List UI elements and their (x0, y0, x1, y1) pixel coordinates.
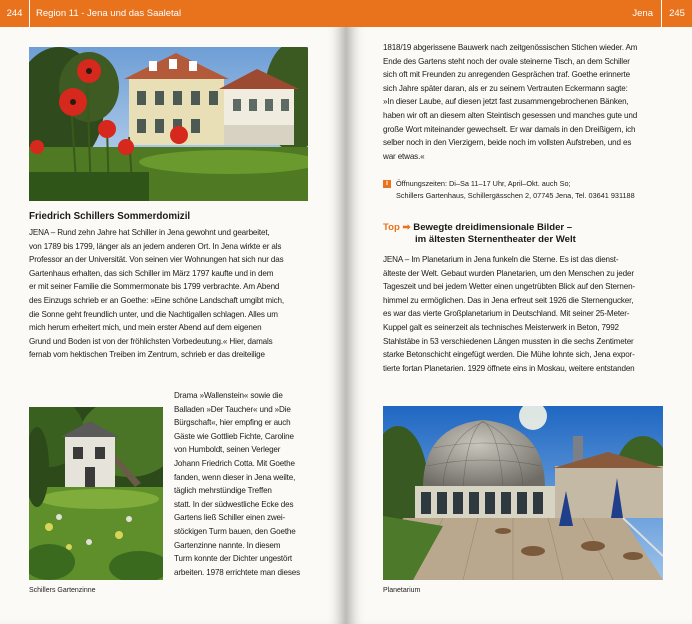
page-number-right: 245 (669, 8, 685, 19)
text-line: starke Betonschicht eingefügt werden. Die Mühe lohnte sich, Jena expor- (383, 350, 635, 360)
info-icon: i (383, 180, 391, 188)
text-line: haben wir oft an diesem alten Steintisch gesessen und manches gute und (383, 110, 638, 120)
gartenzinne-photo (29, 407, 163, 580)
text-line: Gartens ließ Schiller einen zwei- (174, 513, 286, 523)
text-line: arbeiten. 1978 errichtete man dieses (174, 567, 300, 577)
left-page-header (0, 0, 346, 27)
schiller-garden-house-photo (29, 47, 308, 201)
heading-line: im ältesten Sternentheater der Welt (415, 234, 576, 245)
text-line: Kuppel galt es seinerzeit als technisches Meisterwerk in Beton, 7992 (383, 322, 619, 332)
text-line: Gartenzinne nannte. In diesem (174, 540, 281, 550)
planetarium-image (383, 406, 663, 580)
text-line: tierte fortan Planetarien. 1929 öffnete eins in Moskau, weitere entstanden (383, 363, 635, 373)
text-line: es war das vierte Großplanetarium in Deutschland. Mit seiner 25-Meter- (383, 309, 630, 319)
text-line: Tageszeit und bei jedem Wetter einen ungetrübten Blick auf den Sternen- (383, 282, 635, 292)
text-line: war etwas.« (383, 151, 425, 161)
info-line: Öffnungszeiten: Di–Sa 11–17 Uhr, April–Okt. auch So; (396, 179, 571, 188)
arrow-right-icon: ➡ (402, 222, 411, 233)
right-page-header (346, 0, 692, 27)
gartenzinne-image (29, 407, 163, 580)
text-line: älteste der Welt. Gebaut wurden Planetarien, um den Menschen zu jeder (383, 268, 634, 278)
text-line: selber noch in den Vierzigern, beide noch im vollsten Aufstreben, und es (383, 138, 632, 148)
schiller-continued-paragraph (383, 41, 678, 163)
text-line: himmel zu ermöglichen. Das in Jena erfreut seit 1926 die Sternengucker, (383, 295, 634, 305)
text-line: er mit seiner Familie die Sommermonate bis 1799 verbrachte. Am Abend (29, 282, 280, 292)
schiller-narrow-column (174, 389, 324, 579)
text-line: Johann Friedrich Cotta. Mit Goethe (174, 458, 295, 468)
text-line: stöckigen Turm bauen, den Goethe (174, 526, 296, 536)
gartenzinne-caption: Schillers Gartenzinne (29, 587, 96, 594)
text-line: die Sonne geht freundlich unter, und die Nachtigallen schlagen. Alles um (29, 309, 278, 319)
planetarium-paragraph (383, 253, 678, 375)
text-line: fanden, wenn dieser in Jena weilte, (174, 472, 296, 482)
text-line: täglich mehrstündige Treffen (174, 486, 272, 496)
planetarium-caption: Planetarium (383, 587, 421, 594)
running-head-region: Region 11 - Jena und das Saaletal (36, 8, 182, 19)
text-line: von Humboldt, seinen Verleger (174, 445, 281, 455)
text-line: sich oft mit Freunden zu anregenden Gesprächen traf. Goethe erinnerte (383, 70, 631, 80)
page-number-left: 244 (0, 0, 30, 27)
text-line: fernab vom hektischen Treiben im Zentrum, schrieb er das dreiteilige (29, 350, 265, 360)
text-line: Stahlstäbe in 53 verschiedenen Längen mussten in die sechs Zentimeter (383, 336, 634, 346)
text-line: mich herum erheitert mich, und mein erster Abend auf dem eigenen (29, 323, 262, 333)
text-line: 1818/19 abgerissene Bauwerk nach zeitgenössischen Stichen wieder. Am (383, 43, 638, 52)
info-line: Schillers Gartenhaus, Schillergässchen 2, 07745 Jena, Tel. 03641 931188 (396, 191, 635, 200)
schiller-paragraph (29, 226, 321, 362)
text-line: Ende des Gartens steht noch der ovale steinerne Tisch, an dem Schiller (383, 56, 630, 66)
text-line: »In dieser Laube, auf diesen jetzt fast zusammengebrochenen Bänken, (383, 97, 629, 107)
text-line: Gäste wie Gottlieb Fichte, Caroline (174, 431, 294, 441)
heading-line: Bewegte dreidimensionale Bilder – (413, 222, 573, 233)
garden-house-image (29, 47, 308, 201)
text-line: des Einzugs schrieb er an Goethe: »Eine schöne Landschaft umgibt mich, (29, 295, 284, 305)
text-line: JENA – Im Planetarium in Jena funkeln die Sterne. Es ist das dienst- (383, 255, 619, 264)
schiller-heading: Friedrich Schillers Sommerdomizil (29, 211, 191, 222)
text-line: Gartenhaus erhalten, das sich Schiller im März 1797 kaufte und in dem (29, 268, 274, 278)
text-line: große Wort miteinander gewechselt. Er war damals in den Dreißigern, ich (383, 124, 636, 134)
planetarium-heading (383, 222, 673, 246)
text-line: sich Jahre später daran, als er zu seinem Vertrauten Eckermann sagte: (383, 83, 628, 93)
text-line: Turm konnte der Dichter ungestört (174, 554, 293, 564)
planetarium-photo (383, 406, 663, 580)
text-line: Professor an der Universität. Von seinen vier Wohnungen hat sich nur das (29, 255, 284, 265)
text-line: Drama »Wallenstein« sowie die (174, 391, 283, 400)
text-line: Bürgschaft«, hier empfing er auch (174, 418, 291, 428)
text-line: statt. In der südwestliche Ecke des (174, 499, 294, 509)
top-label: Top (383, 222, 400, 233)
opening-hours-info (383, 178, 673, 202)
text-line: JENA – Rund zehn Jahre hat Schiller in Jena gewohnt und gearbeitet, (29, 228, 270, 237)
text-line: Balladen »Der Taucher« und »Die (174, 404, 291, 414)
text-line: Grund und Boden ist von der fröhlichsten Vorbedeutung.« Hier, damals (29, 336, 273, 346)
text-line: von 1789 bis 1799, länger als an jedem anderen Ort. In Jena wirkte er als (29, 241, 282, 251)
running-head-section: Jena (632, 0, 662, 27)
